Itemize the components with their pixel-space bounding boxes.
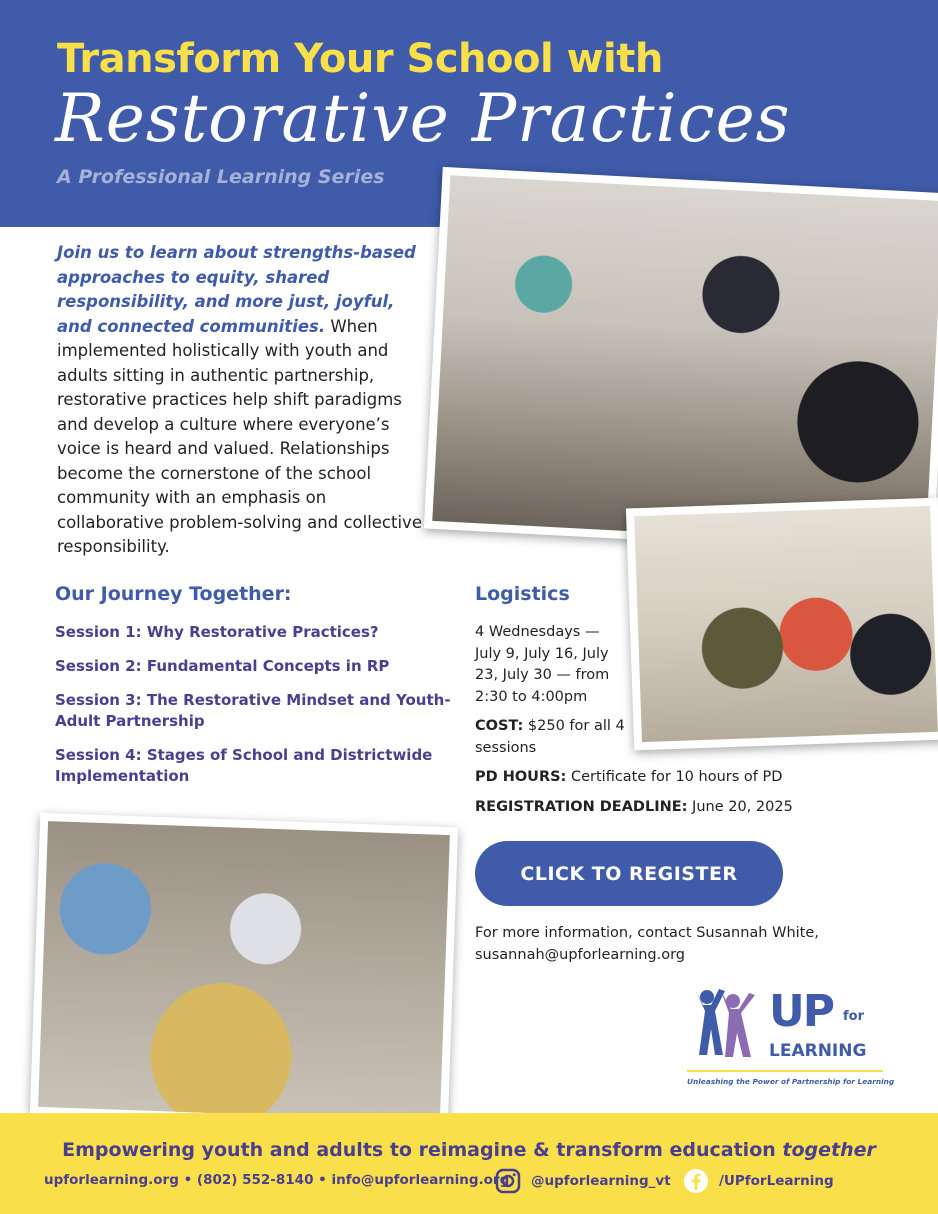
pd-value: Certificate for 10 hours of PD [566, 769, 783, 785]
instagram-handle: @upforlearning_vt [531, 1173, 671, 1189]
cost-value: $250 for all 4 sessions [475, 718, 625, 756]
footer-tagline-main: Empowering youth and adults to reimagine & transform education [62, 1139, 783, 1161]
intro-lead: Join us to learn about strengths-based approaches to equity, shared responsibility, and more just, joyful, and connected communities. [57, 243, 416, 336]
contact-line: For more information, contact Susannah White, [475, 925, 819, 941]
session-item-1: Session 1: Why Restorative Practices? [55, 623, 379, 641]
up-for-learning-logo [683, 985, 893, 1095]
logistics-details [475, 622, 793, 826]
instagram-link[interactable] [495, 1168, 671, 1194]
page-subtitle: A Professional Learning Series [57, 166, 385, 188]
facebook-icon [683, 1168, 709, 1194]
session-item-4: Session 4: Stages of School and Districtwide Implementation [55, 746, 433, 785]
logistics-cost [475, 716, 625, 759]
session-item-3: Session 3: The Restorative Mindset and Youth-Adult Partnership [55, 691, 451, 730]
intro-body: When implemented holistically with youth and adults sitting in authentic partnership, restorative practices help shift paradigms and develop a culture where everyone’s voice is heard and valued. Relationships become the cornerstone of the school community with an emphasis on collaborative problem-solving and collective responsibility. [57, 316, 422, 556]
register-button[interactable]: CLICK TO REGISTER [475, 841, 783, 906]
photo-circle-discussion [424, 167, 938, 555]
footer-tagline [0, 1139, 938, 1161]
logistics-deadline [475, 797, 793, 819]
photo-youth-circle [30, 813, 458, 1129]
session-item-2: Session 2: Fundamental Concepts in RP [55, 657, 390, 675]
logistics-heading: Logistics [475, 583, 570, 605]
logo-tagline: Unleashing the Power of Partnership for Learning [687, 1077, 895, 1086]
footer-contact-links[interactable]: upforlearning.org • (802) 552-8140 • info@upforlearning.org [44, 1172, 510, 1188]
deadline-label: REGISTRATION DEADLINE: [475, 798, 688, 815]
pd-label: PD HOURS: [475, 769, 567, 785]
instagram-icon [495, 1168, 521, 1194]
logistics-dates: 4 Wednesdays — July 9, July 16, July 23, July 30 — from 2:30 to 4:00pm [475, 624, 610, 705]
contact-info [475, 923, 835, 966]
facebook-handle: /UPforLearning [719, 1173, 834, 1189]
people-figures-icon [685, 985, 765, 1065]
footer-banner [0, 1113, 938, 1214]
logo-divider [687, 1070, 883, 1072]
deadline-value: June 20, 2025 [687, 798, 793, 815]
page-title-line2: Restorative Practices [55, 80, 791, 157]
logo-learning-text: LEARNING [769, 1041, 867, 1061]
session-list [55, 622, 455, 800]
footer-tagline-emphasis: together [782, 1139, 876, 1161]
cost-label: COST: [475, 718, 524, 734]
facebook-link[interactable] [683, 1168, 834, 1194]
intro-paragraph [57, 241, 427, 560]
journey-heading: Our Journey Together: [55, 583, 292, 605]
contact-email-link[interactable]: susannah@upforlearning.org [475, 946, 686, 963]
logo-for-text: for [843, 1009, 864, 1024]
logo-up-text: UP [769, 986, 833, 1037]
logistics-pd-hours [475, 767, 793, 789]
page-title-line1: Transform Your School with [57, 36, 663, 82]
